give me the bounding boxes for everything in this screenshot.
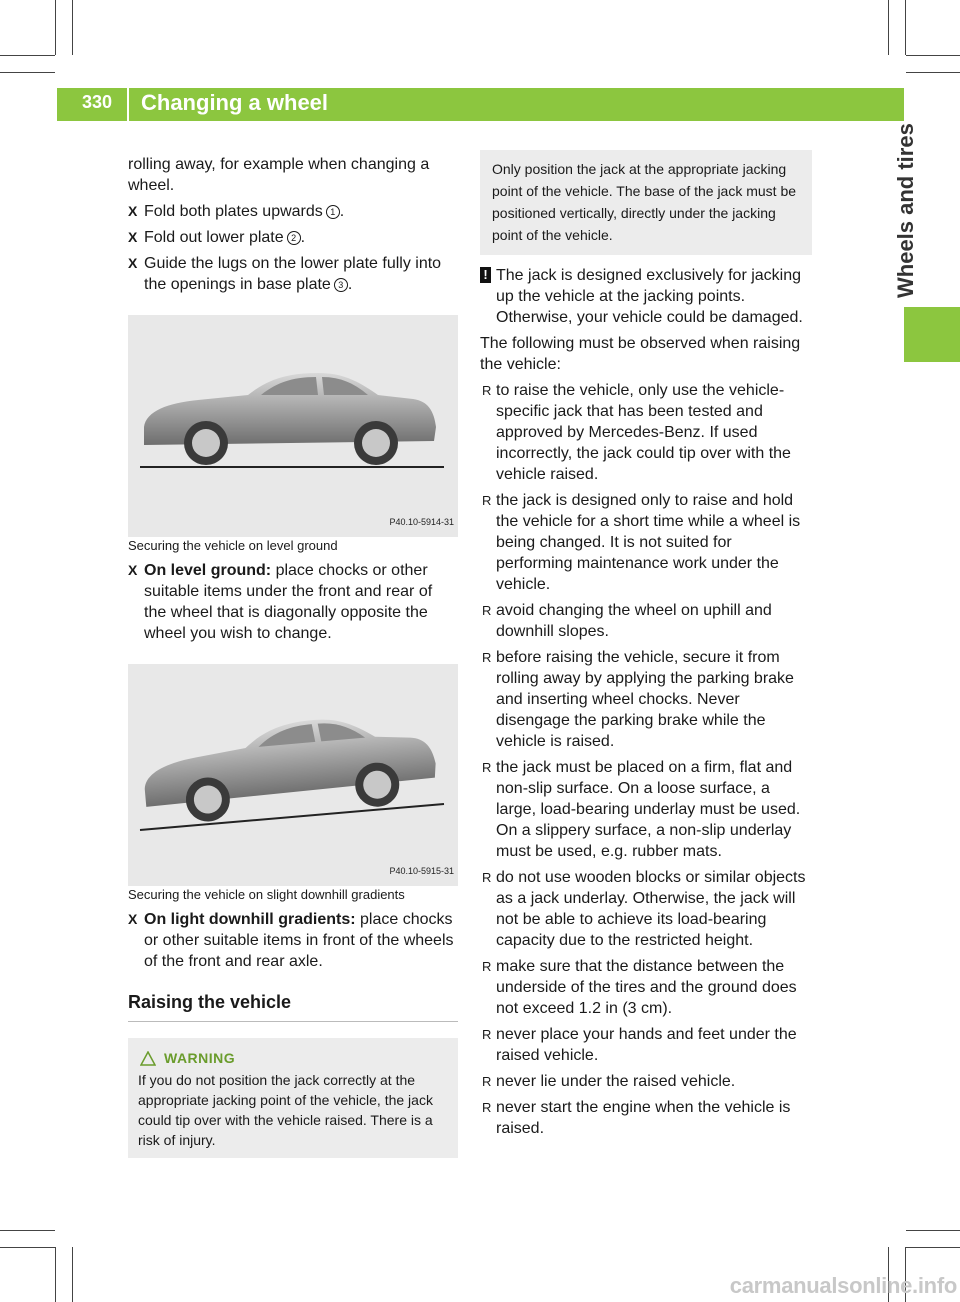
bullet-marker: R [482,383,492,398]
left-column [128,154,458,1158]
step-marker: X [128,562,138,578]
crop-mark [0,55,55,56]
bullet-marker: R [482,493,492,508]
bullet-marker: R [482,870,492,885]
crop-mark [888,0,889,55]
step-item: X Fold both plates upwards 1 . [128,203,345,220]
crop-mark [906,1247,960,1248]
right-column [480,150,812,1139]
step-marker: X [128,203,138,219]
crop-mark [72,0,73,55]
step-marker: X [128,255,138,271]
bullet-item: R never start the engine when the vehicle is raised. [482,1099,791,1137]
section-heading: Raising the vehicle [128,992,458,1022]
figure-caption: Securing the vehicle on level ground [128,538,338,553]
bullet-item: R to raise the vehicle, only use the vehicle-specific jack that has been tested and approved by Mercedes-Benz. If used incorrectly, the jack could tip over with the vehicle raised. [482,382,791,483]
paragraph: The following must be observed when raising the vehicle: [480,335,801,373]
bullet-marker: R [482,1100,492,1115]
intro-text: rolling away, for example when changing a wheel. [128,156,430,194]
figure-code: P40.10-5914-31 [389,517,454,527]
crop-mark [0,72,55,73]
warning-text: If you do not position the jack correctly at the appropriate jacking point of the vehicle, the jack could tip over with the vehicle raised. There is a risk of injury. [138,1072,433,1148]
step-item: X Guide the lugs on the lower plate fully into the openings in base plate 3 . [128,255,442,293]
bullet-marker: R [482,1074,492,1089]
bullet-item: R never place your hands and feet under the raised vehicle. [482,1026,797,1064]
page-number: 330 [82,92,113,112]
bullet-marker: R [482,959,492,974]
step-item: X On level ground: place chocks or other suitable items under the front and rear of the wheel that is diagonally opposite the wheel you wish to change. [128,562,433,642]
figure-car-downhill [128,664,458,886]
bullet-list [480,380,812,1139]
car-illustration-downhill [128,664,458,886]
step-item: X Fold out lower plate 2 . [128,229,306,246]
step-marker: X [128,229,138,245]
bullet-marker: R [482,760,492,775]
callout-number: 1 [326,205,340,219]
bullet-marker: R [482,603,492,618]
crop-mark [0,1230,55,1231]
step-marker: X [128,911,138,927]
header-top-strip [57,55,904,88]
car-illustration-level [128,315,458,537]
bullet-marker: R [482,650,492,665]
figure-caption: Securing the vehicle on slight downhill gradients [128,887,405,902]
bullet-item: R before raising the vehicle, secure it from rolling away by applying the parking brake and inserting wheel chocks. Never disengage the parking brake while the vehicle is raised. [482,649,794,750]
crop-mark [55,0,56,55]
figure-code: P40.10-5915-31 [389,866,454,876]
note-marker: ! [480,267,491,283]
bullet-item: R the jack must be placed on a firm, flat and non-slip surface. On a loose surface, a large, load-bearing underlay must be used. On a slippery surface, a non-slip underlay must be used, e.g. rubber mats. [482,759,801,860]
page-title: Changing a wheel [141,90,329,115]
bullet-item: R the jack is designed only to raise and hold the vehicle for a short time while a wheel is being changed. It is not suited for performing maintenance work under the vehicle. [482,492,801,593]
step-item: X On light downhill gradients: place chocks or other suitable items in front of the wheels of the front and rear axle. [128,911,454,970]
bullet-item: R do not use wooden blocks or similar objects as a jack underlay. Otherwise, the jack will not be able to achieve its load-bearing capacity due to the restricted height. [482,869,806,949]
warning-triangle-icon [140,1051,156,1066]
bullet-item: R never lie under the raised vehicle. [482,1073,736,1090]
bullet-marker: R [482,1027,492,1042]
crop-mark [906,55,960,56]
footer-watermark: carmanualsonline.info [729,1273,957,1298]
info-box: Only position the jack at the appropriate jacking point of the vehicle. The base of the jack must be positioned vertically, directly under the jacking point of the vehicle. [480,150,812,255]
side-section-label: Wheels and tires [893,123,918,298]
crop-mark [0,1247,55,1248]
crop-mark [906,72,960,73]
callout-number: 2 [287,231,301,245]
figure-car-level [128,315,458,537]
crop-mark [906,1230,960,1231]
warning-title: WARNING [164,1050,236,1066]
warning-box [128,1038,458,1158]
crop-mark [55,1247,56,1302]
crop-mark [905,0,906,55]
crop-mark [72,1247,73,1302]
callout-number: 3 [334,278,348,292]
bullet-item: R avoid changing the wheel on uphill and downhill slopes. [482,602,772,640]
note-item: ! The jack is designed exclusively for jacking up the vehicle at the jacking points. Otherwise, your vehicle could be damaged. [480,265,812,328]
bullet-item: R make sure that the distance between the underside of the tires and the ground does not exceed 1.2 in (3 cm). [482,958,797,1017]
header-divider [127,88,129,121]
side-tab-block [904,307,960,362]
